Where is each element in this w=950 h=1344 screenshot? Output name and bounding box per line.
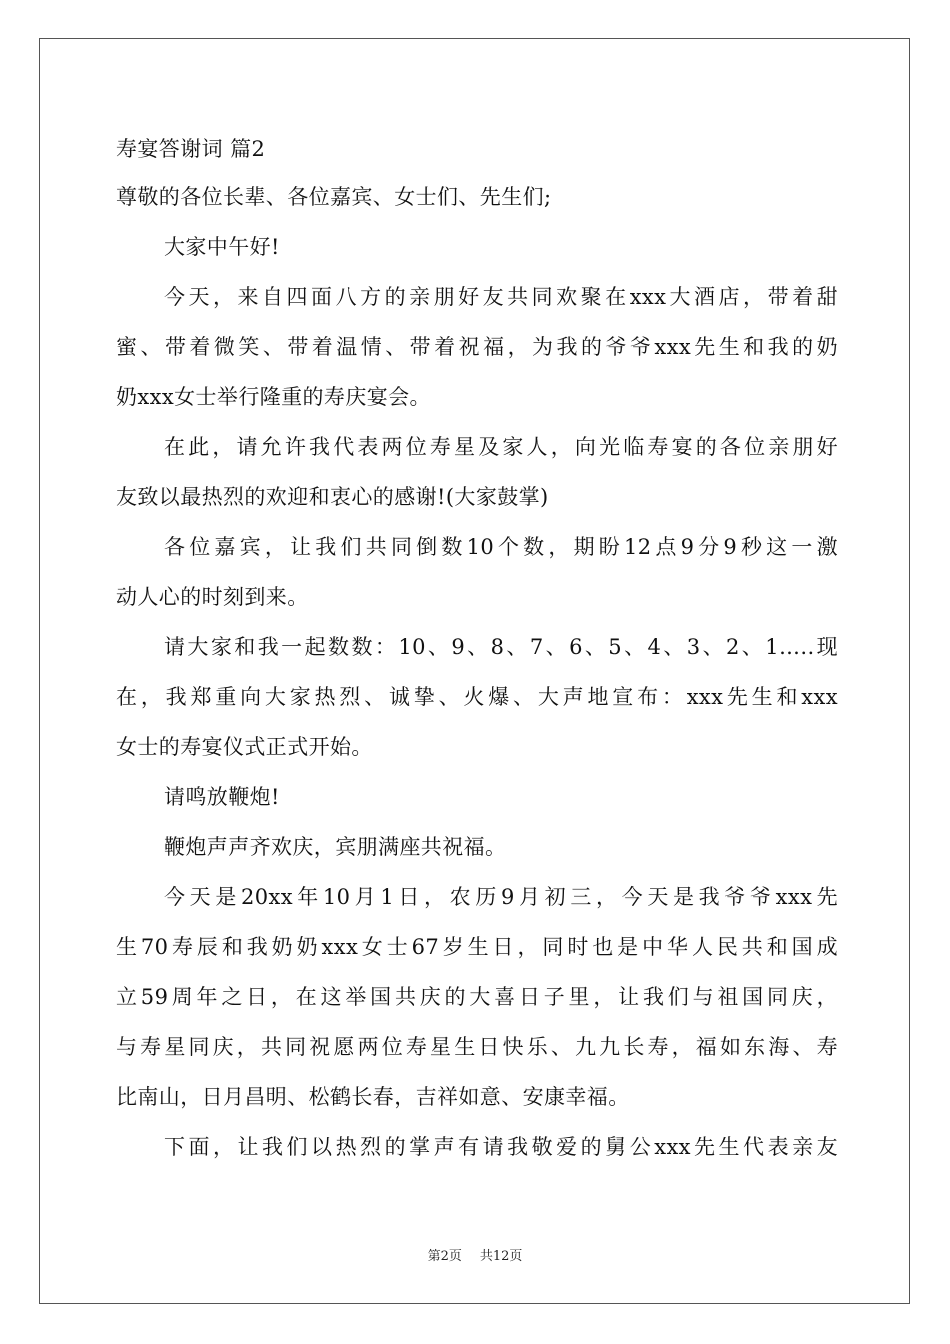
text-line: 尊敬的各位长辈、各位嘉宾、女士们、先生们; — [116, 185, 552, 209]
text-line: 蜜、带着微笑、带着温情、带着祝福，为我的爷爷xxx先生和我的奶 — [116, 335, 838, 359]
text-line: 女士的寿宴仪式正式开始。 — [116, 735, 373, 759]
text-line: 请鸣放鞭炮! — [164, 785, 280, 809]
text-line: 比南山，日月昌明、松鹤长春，吉祥如意、安康幸福。 — [116, 1085, 630, 1109]
text-line: 各位嘉宾，让我们共同倒数10个数，期盼12点9分9秒这一激 — [164, 535, 838, 559]
text-line: 大家中午好! — [164, 235, 280, 259]
text-line: 动人心的时刻到来。 — [116, 585, 309, 609]
page-number: 第2页 — [427, 1249, 462, 1264]
document-title: 寿宴答谢词 篇2 — [116, 137, 266, 161]
page-total: 共12页 — [479, 1249, 523, 1264]
text-line: 在，我郑重向大家热烈、诚挚、火爆、大声地宣布：xxx先生和xxx — [116, 685, 838, 709]
paragraph-lines — [116, 172, 838, 1172]
text-line: 在此，请允许我代表两位寿星及家人，向光临寿宴的各位亲朋好 — [164, 435, 838, 459]
document-body — [116, 126, 838, 1172]
text-line: 与寿星同庆，共同祝愿两位寿星生日快乐、九九长寿，福如东海、寿 — [116, 1035, 838, 1059]
text-line: 今天是20xx年10月1日，农历9月初三，今天是我爷爷xxx先 — [164, 885, 838, 909]
text-line: 鞭炮声声齐欢庆，宾朋满座共祝福。 — [164, 835, 507, 859]
text-line: 请大家和我一起数数：10、9、8、7、6、5、4、3、2、1…..现 — [164, 635, 838, 659]
text-line: 奶xxx女士举行隆重的寿庆宴会。 — [116, 385, 431, 409]
page-footer — [0, 1245, 950, 1264]
text-line: 立59周年之日，在这举国共庆的大喜日子里，让我们与祖国同庆， — [116, 985, 838, 1009]
text-line: 友致以最热烈的欢迎和衷心的感谢!(大家鼓掌) — [116, 485, 549, 509]
text-line: 下面，让我们以热烈的掌声有请我敬爱的舅公xxx先生代表亲友 — [164, 1135, 838, 1159]
text-line: 生70寿辰和我奶奶xxx女士67岁生日，同时也是中华人民共和国成 — [116, 935, 838, 959]
text-line: 今天，来自四面八方的亲朋好友共同欢聚在xxx大酒店，带着甜 — [164, 285, 838, 309]
